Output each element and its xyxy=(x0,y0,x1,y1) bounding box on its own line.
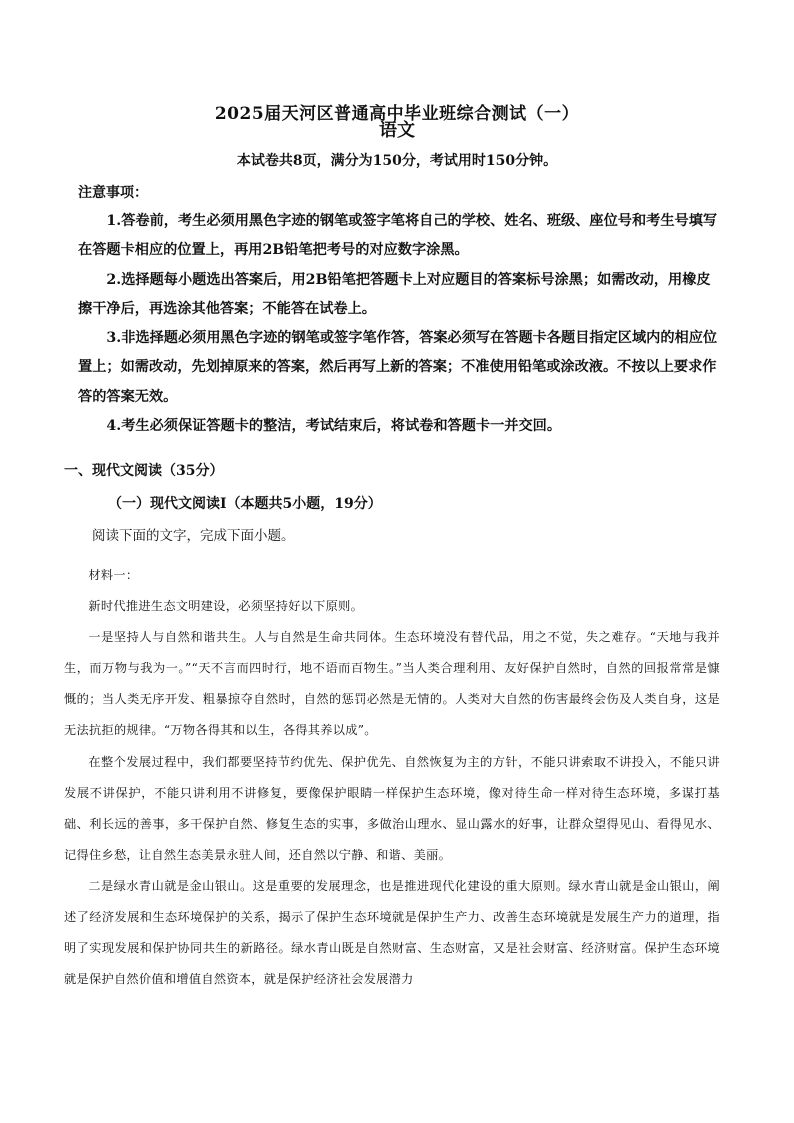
notice-heading: 注意事项： xyxy=(78,185,148,201)
passage-paragraph: 新时代推进生态文明建设，必须坚持好以下原则。 xyxy=(88,599,364,614)
reading-passage xyxy=(64,560,720,995)
passage-paragraph: 在整个发展过程中，我们都要坚持节约优先、保护优先、自然恢复为主的方针，不能只讲索取不讲投入，不能只讲发展不讲保护，不能只讲利用不讲修复，要像保护眼睛一样保护生态环境，像对待生命一样对待生态环境，多谋打基础、利长远的善事，多干保护自然、修复生态的实事，多做治山理水、显山露水的好事，让群众望得见山、看得见水、记得住乡愁，让自然生态美景永驻人间，还自然以宁静、和谐、美丽。 xyxy=(64,754,720,862)
section-heading: 一、现代文阅读（35分） xyxy=(64,463,224,479)
notice-list xyxy=(78,207,718,441)
reading-instruction: 阅读下面的文字，完成下面小题。 xyxy=(92,528,295,544)
notice-item: 1.答卷前，考生必须用黑色字迹的钢笔或签字笔将自己的学校、姓名、班级、座位号和考生号填写在答题卡相应的位置上，再用2B铅笔把考号的对应数字涂黑。 xyxy=(78,213,718,259)
passage-paragraph: 一是坚持人与自然和谐共生。人与自然是生命共同体。生态环境没有替代品，用之不觉，失之难存。“天地与我并生，而万物与我为一。”“天不言而四时行，地不语而百物生。”当人类合理利用、友好保护自然时，自然的回报常常是慷慨的；当人类无序开发、粗暴掠夺自然时，自然的惩罚必然是无情的。人类对大自然的伤害最终会伤及人类自身，这是无法抗拒的规律。“万物各得其和以生，各得其养以成”。 xyxy=(64,630,720,738)
exam-info: 本试卷共8页，满分为150分，考试用时150分钟。 xyxy=(236,153,558,169)
notice-item: 4.考生必须保证答题卡的整洁，考试结束后，将试卷和答题卡一并交回。 xyxy=(106,418,562,435)
subsection-heading: （一）现代文阅读Ⅰ（本题共5小题，19分） xyxy=(108,496,382,512)
material-label: 材料一： xyxy=(88,568,139,582)
notice-item: 2.选择题每小题选出答案后，用2B铅笔把答题卡上对应题目的答案标号涂黑；如需改动，用橡皮擦干净后，再选涂其他答案；不能答在试卷上。 xyxy=(78,271,711,317)
page-title: 2025届天河区普通高中毕业班综合测试（一） xyxy=(214,104,580,124)
notice-item: 3.非选择题必须用黑色字迹的钢笔或签字笔作答，答案必须写在答题卡各题目指定区域内的相应位置上；如需改动，先划掉原来的答案，然后再写上新的答案；不准使用铅笔或涂改液。不按以上要求作答的答案无效。 xyxy=(78,330,718,405)
passage-paragraph: 二是绿水青山就是金山银山。这是重要的发展理念，也是推进现代化建设的重大原则。绿水青山就是金山银山，阐述了经济发展和生态环境保护的关系，揭示了保护生态环境就是保护生产力、改善生态环境就是发展生产力的道理，指明了实现发展和保护协同共生的新路径。绿水青山既是自然财富、生态财富，又是社会财富、经济财富。保护生态环境就是保护自然价值和增值自然资本，就是保护经济社会发展潜力 xyxy=(64,878,720,987)
subject-title: 语文 xyxy=(379,120,415,141)
